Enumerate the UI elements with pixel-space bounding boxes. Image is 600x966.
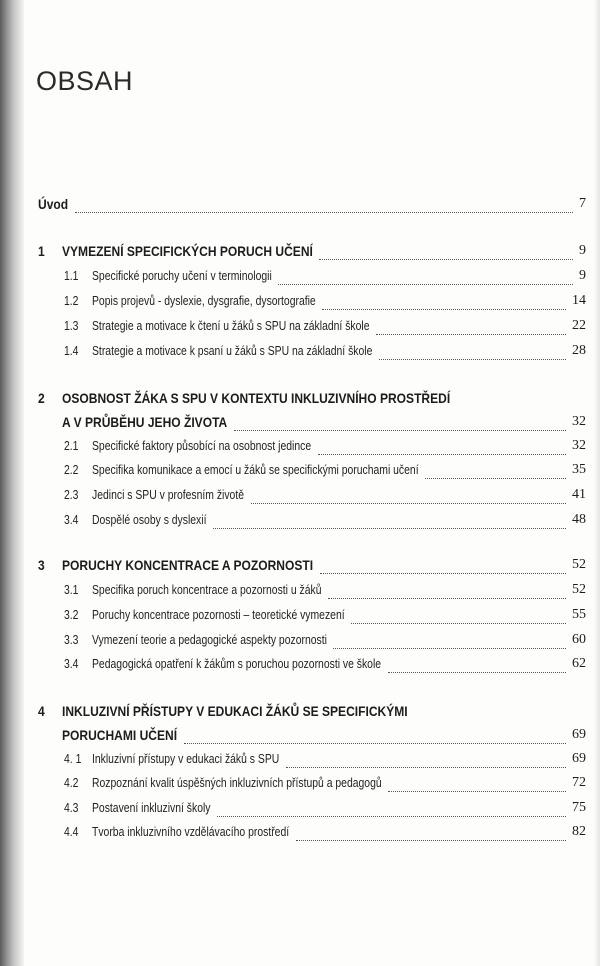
toc-entry-number: 4.4 bbox=[64, 824, 79, 839]
toc-leader-dots bbox=[425, 456, 566, 479]
toc-entry-page: 9 bbox=[579, 243, 586, 258]
toc-entry-page: 62 bbox=[572, 656, 586, 671]
toc-entry-label: Specifické faktory působící na osobnost jedince bbox=[92, 438, 312, 453]
toc-entry-number: 1.4 bbox=[64, 343, 79, 358]
toc-entry-page: 9 bbox=[579, 268, 586, 283]
toc-entry-label: Postavení inkluzivní školy bbox=[92, 800, 211, 815]
toc-entry-number: 1.3 bbox=[64, 318, 79, 333]
toc-entry-page: 22 bbox=[572, 318, 586, 333]
toc-entry-number: 3 bbox=[38, 557, 45, 573]
toc-entry-label: Tvorba inkluzivního vzdělávacího prostředí bbox=[92, 824, 290, 839]
toc-entry-label: VYMEZENÍ SPECIFICKÝCH PORUCH UČENÍ bbox=[62, 243, 313, 259]
toc-entry-page: 32 bbox=[572, 438, 586, 453]
toc-entry-page: 48 bbox=[572, 512, 586, 527]
toc-entry-page: 75 bbox=[572, 800, 586, 815]
toc-entry-page: 32 bbox=[572, 414, 586, 429]
toc-entry-number: 4. 1 bbox=[64, 751, 82, 766]
toc-entry-number: 3.2 bbox=[64, 607, 79, 622]
toc-entry-page: 52 bbox=[572, 557, 586, 572]
toc-entry-number: 2.2 bbox=[64, 462, 79, 477]
toc-entry-label: Úvod bbox=[38, 196, 69, 212]
toc-leader-dots bbox=[351, 601, 566, 624]
toc-entry-label: Specifika komunikace a emocí u žáků se specifickými poruchami učení bbox=[92, 462, 419, 477]
toc-entry-number: 1.1 bbox=[64, 268, 79, 283]
toc-entry-number: 3.1 bbox=[64, 582, 79, 597]
toc-entry-label: PORUCHY KONCENTRACE A POZORNOSTI bbox=[62, 557, 314, 573]
toc-entry-number: 2 bbox=[38, 390, 45, 406]
toc-entry-page: 7 bbox=[579, 196, 586, 211]
toc-chapter-entry bbox=[0, 196, 600, 218]
toc-entry-page: 69 bbox=[572, 727, 586, 742]
toc-entry-label: Poruchy koncentrace pozornosti – teoretické vymezení bbox=[92, 607, 345, 622]
page-title: OBSAH bbox=[36, 66, 134, 96]
toc-leader-dots bbox=[320, 551, 566, 574]
toc-entry-label: Vymezení teorie a pedagogické aspekty pozornosti bbox=[92, 632, 327, 647]
toc-section-entry bbox=[0, 343, 600, 365]
toc-entry-label: Jedinci s SPU v profesním životě bbox=[92, 487, 245, 502]
toc-leader-dots bbox=[318, 432, 566, 455]
toc-entry-number: 4 bbox=[38, 703, 45, 719]
toc-leader-dots bbox=[75, 190, 573, 213]
toc-entry-page: 35 bbox=[572, 462, 586, 477]
toc-leader-dots bbox=[217, 794, 566, 817]
toc-entry-label: Strategie a motivace k čtení u žáků s SPU na základní škole bbox=[92, 318, 370, 333]
toc-entry-page: 28 bbox=[572, 343, 586, 358]
toc-entry-label: PORUCHAMI UČENÍ bbox=[62, 727, 178, 743]
toc-entry-number: 1 bbox=[38, 243, 45, 259]
toc-entry-number: 2.3 bbox=[64, 487, 79, 502]
toc-entry-number: 3.4 bbox=[64, 656, 79, 671]
toc-entry-page: 82 bbox=[572, 824, 586, 839]
toc-entry-number: 4.3 bbox=[64, 800, 79, 815]
toc-entry-page: 69 bbox=[572, 751, 586, 766]
toc-entry-number: 4.2 bbox=[64, 775, 79, 790]
toc-entry-page: 41 bbox=[572, 487, 586, 502]
toc-leader-dots bbox=[234, 408, 566, 431]
toc-entry-label: Inkluzivní přístupy v edukaci žáků s SPU bbox=[92, 751, 280, 766]
toc-leader-dots bbox=[333, 626, 566, 649]
toc-leader-dots bbox=[376, 312, 566, 335]
toc-leader-dots bbox=[184, 721, 566, 744]
toc-entry-page: 60 bbox=[572, 632, 586, 647]
toc-entry-page: 72 bbox=[572, 775, 586, 790]
toc-leader-dots bbox=[319, 237, 573, 260]
toc-leader-dots bbox=[286, 745, 566, 768]
toc-leader-dots bbox=[388, 769, 566, 792]
toc-leader-dots bbox=[296, 818, 566, 841]
toc-entry-label: A V PRŮBĚHU JEHO ŽIVOTA bbox=[62, 414, 228, 430]
toc-entry-label: Rozpoznání kvalit úspěšných inkluzivních přístupů a pedagogů bbox=[92, 775, 382, 790]
toc-entry-label: Specifika poruch koncentrace a pozornosti u žáků bbox=[92, 582, 322, 597]
toc-entry-label: OSOBNOST ŽÁKA S SPU V KONTEXTU INKLUZIVNÍHO PROSTŘEDÍ bbox=[62, 390, 451, 406]
toc-entry-label: Popis projevů - dyslexie, dysgrafie, dysortografie bbox=[92, 293, 316, 308]
toc-entry-page: 55 bbox=[572, 607, 586, 622]
toc-leader-dots bbox=[322, 287, 566, 310]
toc-leader-dots bbox=[388, 650, 566, 673]
toc-entry-page: 52 bbox=[572, 582, 586, 597]
toc-leader-dots bbox=[213, 506, 566, 529]
toc-entry-number: 2.1 bbox=[64, 438, 79, 453]
toc-entry-label: Specifické poruchy učení v terminologii bbox=[92, 268, 272, 283]
toc-leader-dots bbox=[278, 262, 573, 285]
toc-leader-dots bbox=[328, 576, 566, 599]
toc-leader-dots bbox=[379, 337, 566, 360]
toc-entry-label: Dospělé osoby s dyslexií bbox=[92, 512, 207, 527]
toc-section-entry bbox=[0, 824, 600, 846]
toc-section-entry bbox=[0, 512, 600, 534]
toc-entry-number: 1.2 bbox=[64, 293, 79, 308]
toc-entry-label: Strategie a motivace k psaní u žáků s SPU na základní škole bbox=[92, 343, 373, 358]
toc-entry-label: Pedagogická opatření k žákům s poruchou pozornosti ve škole bbox=[92, 656, 382, 671]
toc-entry-number: 3.3 bbox=[64, 632, 79, 647]
toc-section-entry bbox=[0, 656, 600, 678]
toc-entry-page: 14 bbox=[572, 293, 586, 308]
toc-leader-dots bbox=[251, 481, 566, 504]
toc-entry-label: INKLUZIVNÍ PŘÍSTUPY V EDUKACI ŽÁKŮ SE SPECIFICKÝMI bbox=[62, 703, 408, 719]
toc-entry-number: 3.4 bbox=[64, 512, 79, 527]
